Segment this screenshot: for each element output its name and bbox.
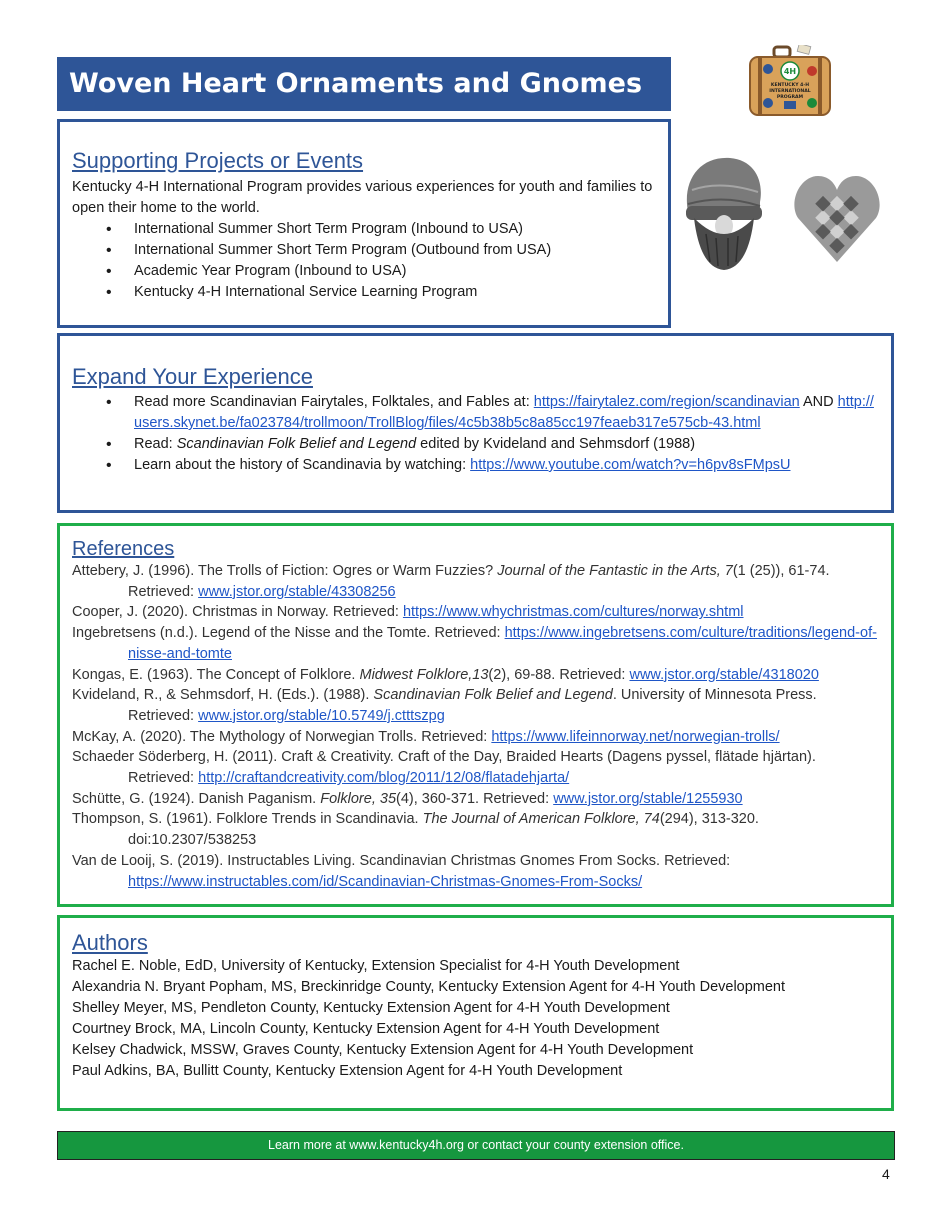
expand-item2-title: Scandinavian Folk Belief and Legend [176, 436, 417, 452]
author-item: Alexandria N. Bryant Popham, MS, Breckinridge County, Kentucky Extension Agent for 4-H Youth Development [72, 979, 786, 995]
reference-link[interactable]: https://www.ingebretsens.com/culture/traditions/legend-of-nisse-and-tomte [128, 625, 877, 662]
expand-item2-suffix: edited by Kvideland and Sehmsdorf (1988) [416, 436, 696, 452]
reference-item: McKay, A. (2020). The Mythology of Norwegian Trolls. Retrieved: https://www.lifeinnorway.net/norwegian-trolls/ [72, 728, 780, 745]
supporting-intro: Kentucky 4-H International Program provides various experiences for youth and families to open their home to the world. [72, 179, 653, 216]
list-item [72, 392, 879, 434]
logo-line2: INTERNATIONAL [769, 89, 811, 94]
expand-list [72, 392, 879, 476]
reference-item: Thompson, S. (1961). Folklore Trends in Scandinavia. The Journal of American Folklore, 74(294), 313-320. doi:10.2307/538253 [72, 811, 759, 849]
reference-item: Schaeder Söderberg, H. (2011). Craft & Creativity. Craft of the Day, Braided Hearts (Dagens pyssel, flätade hjärtan). Retrieved: http://craftandcreativity.com/blog/2011/12/08/flatadehjarta/ [72, 749, 816, 787]
supporting-list [72, 219, 656, 303]
expand-heading: Expand Your Experience [72, 364, 313, 389]
author-item: Shelley Meyer, MS, Pendleton County, Kentucky Extension Agent for 4-H Youth Development [72, 1000, 670, 1016]
reference-item: Schütte, G. (1924). Danish Paganism. Folklore, 35(4), 360-371. Retrieved: www.jstor.org/stable/1255930 [72, 790, 743, 807]
footer-banner: Learn more at www.kentucky4h.org or contact your county extension office. [57, 1131, 895, 1160]
page-title: Woven Heart Ornaments and Gnomes [57, 57, 671, 111]
reference-link[interactable]: www.jstor.org/stable/10.5749/j.ctttszpg [198, 707, 445, 724]
reference-item: Attebery, J. (1996). The Trolls of Fiction: Ogres or Warm Fuzzies? Journal of the Fantastic in the Arts, 7(1 (25)), 61-74. Retrieved: www.jstor.org/stable/43308256 [72, 563, 830, 600]
list-item: • Academic Year Program (Inbound to USA) [72, 261, 656, 282]
expand-item3-text: Learn about the history of Scandinavia by watching: [134, 457, 471, 473]
reference-link[interactable]: https://www.instructables.com/id/Scandinavian-Christmas-Gnomes-From-Socks/ [128, 873, 643, 890]
trollblog-link[interactable]: http://users.skynet.be/fa023784/trollmoon/TrollBlog/files/4c5b38b5c8a85cc197feaeb317e575cb-43.html [134, 394, 874, 431]
supporting-heading: Supporting Projects or Events [72, 148, 364, 173]
expand-item1-and: AND [802, 394, 838, 410]
author-item: Rachel E. Noble, EdD, University of Kentucky, Extension Specialist for 4-H Youth Development [72, 958, 680, 974]
reference-item: Cooper, J. (2020). Christmas in Norway. Retrieved: https://www.whychristmas.com/cultures/norway.shtml [72, 604, 744, 621]
list-item: • Kentucky 4-H International Service Learning Program [72, 282, 656, 303]
reference-item: Kvideland, R., & Sehmsdorf, H. (Eds.). (1988). Scandinavian Folk Belief and Legend. University of Minnesota Press. Retrieved: www.jstor.org/stable/10.5749/j.ctttszpg [72, 687, 817, 724]
author-item: Paul Adkins, BA, Bullitt County, Kentucky Extension Agent for 4-H Youth Development [72, 1063, 623, 1079]
reference-item: Van de Looij, S. (2019). Instructables Living. Scandinavian Christmas Gnomes From Socks. Retrieved: https://www.instructables.com/id/Scandinavian-Christmas-Gnomes-From-Socks/ [72, 852, 731, 890]
reference-link[interactable]: https://www.whychristmas.com/cultures/norway.shtml [402, 604, 744, 621]
list-item [72, 455, 879, 476]
authors-heading: Authors [72, 930, 148, 955]
expand-item2-prefix: Read: [134, 436, 177, 452]
reference-item: Kongas, E. (1963). The Concept of Folklore. Midwest Folklore,13(2), 69-88. Retrieved: www.jstor.org/stable/4318020 [72, 666, 819, 683]
reference-link[interactable]: http://craftandcreativity.com/blog/2011/12/08/flatadehjarta/ [198, 770, 570, 787]
list-item [72, 434, 879, 455]
svg-text:4H: 4H [783, 67, 797, 76]
logo-line1: KENTUCKY 4-H [770, 83, 810, 88]
page-number: 4 [882, 1166, 890, 1182]
author-item: Kelsey Chadwick, MSSW, Graves County, Kentucky Extension Agent for 4-H Youth Development [72, 1042, 694, 1058]
woven-heart-image [794, 168, 880, 264]
reference-link[interactable]: https://www.lifeinnorway.net/norwegian-trolls/ [491, 728, 780, 745]
author-item: Courtney Brock, MA, Lincoln County, Kentucky Extension Agent for 4-H Youth Development [72, 1021, 660, 1037]
reference-link[interactable]: www.jstor.org/stable/43308256 [198, 583, 396, 600]
references-heading: References [72, 538, 175, 560]
list-item: • International Summer Short Term Program (Inbound to USA) [72, 219, 656, 240]
supporting-projects-section [57, 119, 671, 328]
fairytalez-link[interactable]: https://fairytalez.com/region/scandinavian [533, 394, 800, 410]
youtube-link[interactable]: https://www.youtube.com/watch?v=h6pv8sFMpsU [470, 457, 791, 473]
reference-link[interactable]: www.jstor.org/stable/4318020 [629, 666, 819, 683]
logo-line3: PROGRAM [776, 95, 804, 100]
expand-experience-section [57, 333, 894, 513]
reference-link[interactable]: www.jstor.org/stable/1255930 [553, 790, 743, 807]
references-section [57, 523, 894, 907]
suitcase-logo-icon [748, 45, 832, 117]
list-item: • International Summer Short Term Program (Outbound from USA) [72, 240, 656, 261]
reference-item: Ingebretsens (n.d.). Legend of the Nisse and the Tomte. Retrieved: https://www.ingebretsens.com/culture/traditions/legend-of-nisse-and-tomte [72, 625, 877, 662]
gnome-image [680, 150, 766, 272]
expand-item1-text: Read more Scandinavian Fairytales, Folktales, and Fables at: [134, 394, 534, 410]
authors-section [57, 915, 894, 1111]
